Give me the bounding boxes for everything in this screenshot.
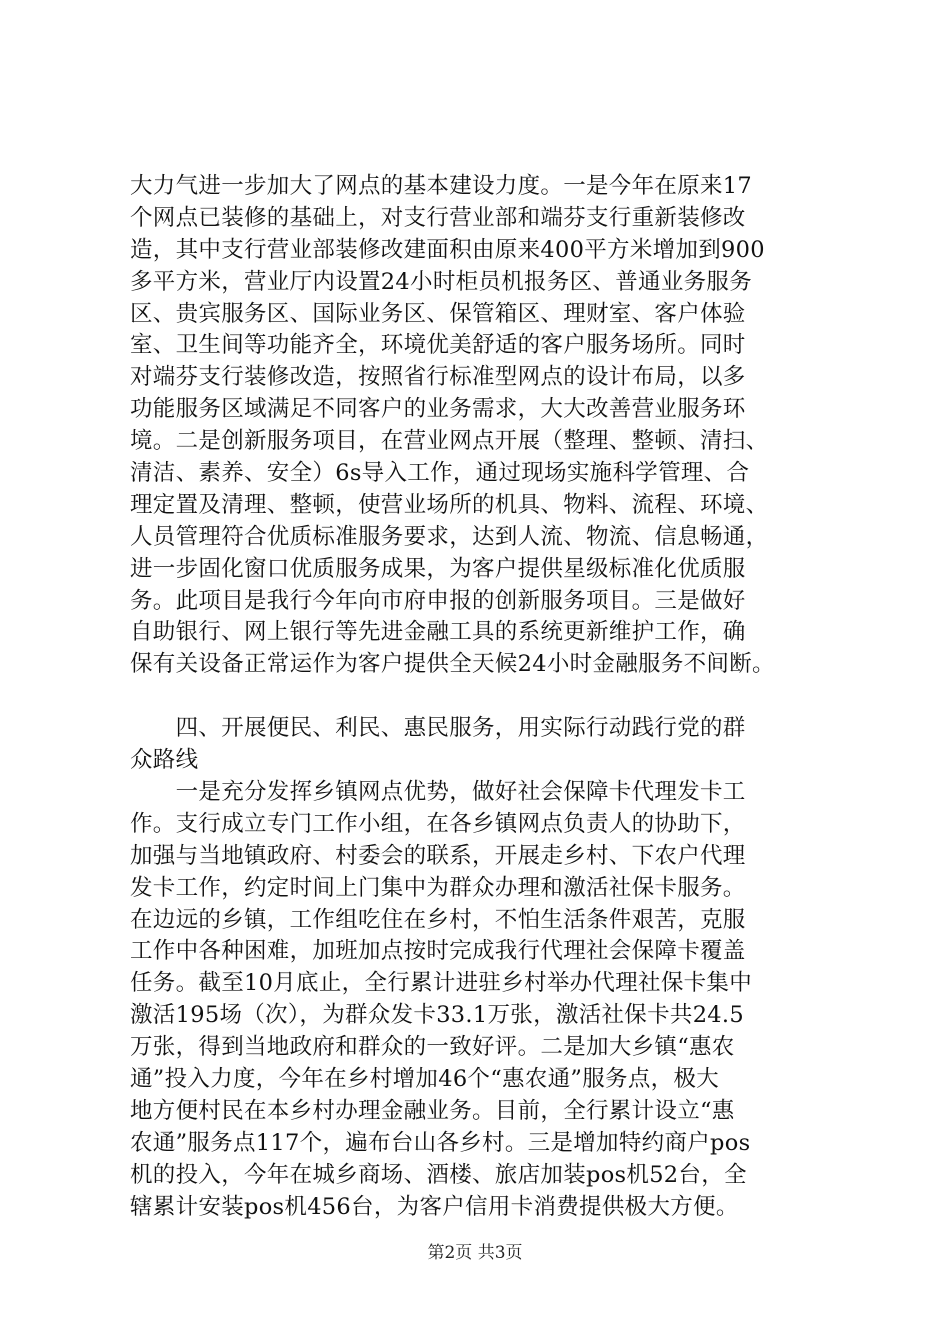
paragraph-2 xyxy=(130,777,830,1223)
text-line: 发卡工作，约定时间上门集中为群众办理和激活社保卡服务。 xyxy=(130,874,746,901)
page-indicator: 第2页 共3页 xyxy=(427,1243,523,1263)
text-line: 激活195场（次），为群众发卡33.1万张，激活社保卡共24.5 xyxy=(130,1002,744,1029)
text-line: 辖累计安装pos机456台，为客户信用卡消费提供极大方便。 xyxy=(130,1193,739,1220)
text-line: 区、贵宾服务区、国际业务区、保管箱区、理财室、客户体验 xyxy=(130,300,746,327)
text-line: 地方便村民在本乡村办理金融业务。目前，全行累计设立“惠 xyxy=(130,1097,735,1124)
text-line: 大力气进一步加大了网点的基本建设力度。一是今年在原来17 xyxy=(130,173,753,199)
text-line: 多平方米，营业厅内设置24小时柜员机报务区、普通业务服务 xyxy=(130,268,753,295)
text-line: 功能服务区域满足不同客户的业务需求，大大改善营业服务环 xyxy=(130,396,746,423)
document-body xyxy=(130,171,830,1224)
text-line: 通”投入力度，今年在乡村增加46个“惠农通”服务点，极大 xyxy=(130,1066,720,1093)
text-line: 进一步固化窗口优质服务成果，为客户提供星级标准化优质服 xyxy=(130,555,746,582)
paragraph-1 xyxy=(130,171,830,681)
page-footer xyxy=(0,1242,950,1264)
text-line: 农通”服务点117个，遍布台山各乡村。三是增加特约商户pos xyxy=(130,1129,751,1156)
text-line: 务。此项目是我行今年向市府申报的创新服务项目。三是做好 xyxy=(130,587,746,614)
text-line: 在边远的乡镇，工作组吃住在乡村，不怕生活条件艰苦，克服 xyxy=(130,906,746,933)
text-line: 室、卫生间等功能齐全，环境优美舒适的客户服务场所。同时 xyxy=(130,332,746,359)
text-line: 造，其中支行营业部装修改建面积由原来400平方米增加到900 xyxy=(130,236,765,263)
section-heading xyxy=(130,713,830,777)
text-line: 清洁、素养、安全）6s导入工作，通过现场实施科学管理、合 xyxy=(130,460,750,487)
text-line: 理定置及清理、整顿，使营业场所的机具、物料、流程、环境、 xyxy=(130,491,769,518)
text-line: 一是充分发挥乡镇网点优势，做好社会保障卡代理发卡工 xyxy=(130,779,746,806)
text-line: 保有关设备正常运作为客户提供全天候24小时金融服务不间断。 xyxy=(130,651,775,678)
text-line: 个网点已装修的基础上，对支行营业部和端芬支行重新装修改 xyxy=(130,204,746,231)
heading-line: 四、开展便民、利民、惠民服务，用实际行动践行党的群 xyxy=(130,715,746,742)
heading-line: 众路线 xyxy=(130,747,199,774)
text-line: 境。二是创新服务项目，在营业网点开展（整理、整顿、清扫、 xyxy=(130,428,769,455)
text-line: 机的投入，今年在城乡商场、酒楼、旅店加装pos机52台，全 xyxy=(130,1161,747,1188)
paragraph-spacer xyxy=(130,681,830,713)
text-line: 自助银行、网上银行等先进金融工具的系统更新维护工作，确 xyxy=(130,619,746,646)
text-line: 对端芬支行装修改造，按照省行标准型网点的设计布局，以多 xyxy=(130,364,746,391)
text-line: 工作中各种困难，加班加点按时完成我行代理社会保障卡覆盖 xyxy=(130,938,746,965)
text-line: 加强与当地镇政府、村委会的联系，开展走乡村、下农户代理 xyxy=(130,842,746,869)
text-line: 人员管理符合优质标准服务要求，达到人流、物流、信息畅通， xyxy=(130,523,769,550)
text-line: 万张，得到当地政府和群众的一致好评。二是加大乡镇“惠农 xyxy=(130,1034,735,1061)
text-line: 作。支行成立专门工作小组，在各乡镇网点负责人的协助下， xyxy=(130,810,746,837)
text-line: 任务。截至10月底止，全行累计进驻乡村举办代理社保卡集中 xyxy=(130,970,753,997)
